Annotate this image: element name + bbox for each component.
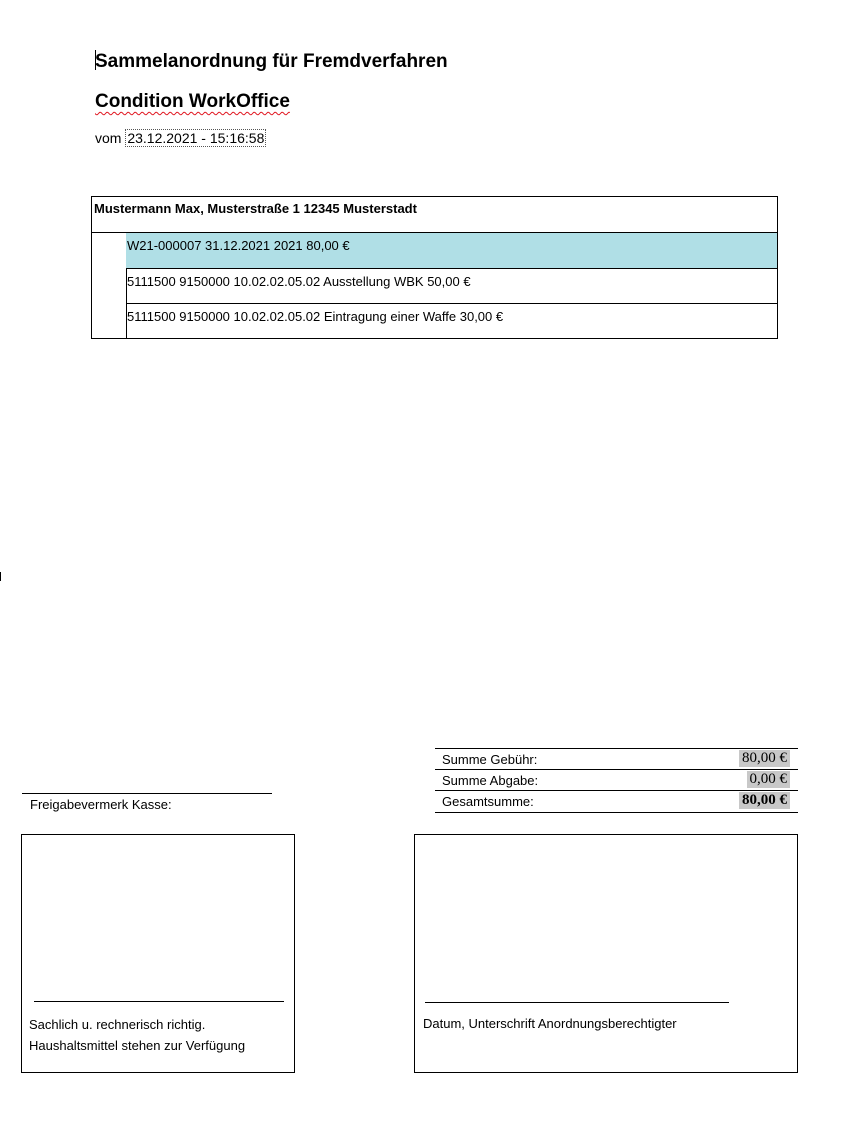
approval-text-2: Haushaltsmittel stehen zur Verfügung bbox=[29, 1038, 246, 1053]
fee-value[interactable]: 80,00 € bbox=[739, 750, 790, 767]
sum-row-total bbox=[435, 790, 798, 813]
levy-value[interactable]: 0,00 € bbox=[747, 771, 791, 788]
document-title-text: Sammelanordnung für Fremdverfahren bbox=[95, 51, 448, 72]
total-label: Gesamtsumme: bbox=[442, 794, 534, 809]
ledger-table bbox=[91, 196, 778, 339]
date-prefix: vom bbox=[95, 130, 122, 146]
signature-line bbox=[425, 1002, 729, 1003]
date-line bbox=[95, 130, 266, 146]
levy-label: Summe Abgabe: bbox=[442, 773, 539, 788]
signature-box-right bbox=[414, 834, 798, 1073]
signature-line bbox=[34, 1001, 284, 1002]
sums-table bbox=[435, 748, 798, 813]
ledger-payer: Mustermann Max, Musterstraße 1 12345 Musterstadt bbox=[92, 197, 777, 233]
release-rule bbox=[22, 793, 272, 794]
sum-row-levy bbox=[435, 769, 798, 790]
ledger-row-selected[interactable]: W21-000007 31.12.2021 2021 80,00 € bbox=[126, 233, 777, 268]
ledger-row[interactable]: 5111500 9150000 10.02.02.05.02 Ausstellung WBK 50,00 € bbox=[127, 274, 471, 289]
sum-row-fee bbox=[435, 748, 798, 769]
margin-mark bbox=[0, 572, 1, 581]
release-label: Freigabevermerk Kasse: bbox=[30, 797, 172, 812]
approval-text-1: Sachlich u. rechnerisch richtig. bbox=[29, 1017, 206, 1032]
date-field[interactable]: 23.12.2021 - 15:16:58 bbox=[127, 130, 265, 146]
signature-box-left bbox=[21, 834, 295, 1073]
fee-label: Summe Gebühr: bbox=[442, 752, 538, 767]
total-value[interactable]: 80,00 € bbox=[739, 792, 790, 809]
signature-caption: Datum, Unterschrift Anordnungsberechtigter bbox=[423, 1016, 677, 1031]
document-subtitle: Condition WorkOffice bbox=[95, 91, 290, 112]
document-title bbox=[95, 50, 448, 73]
ledger-row[interactable]: 5111500 9150000 10.02.02.05.02 Eintragung einer Waffe 30,00 € bbox=[127, 309, 504, 324]
